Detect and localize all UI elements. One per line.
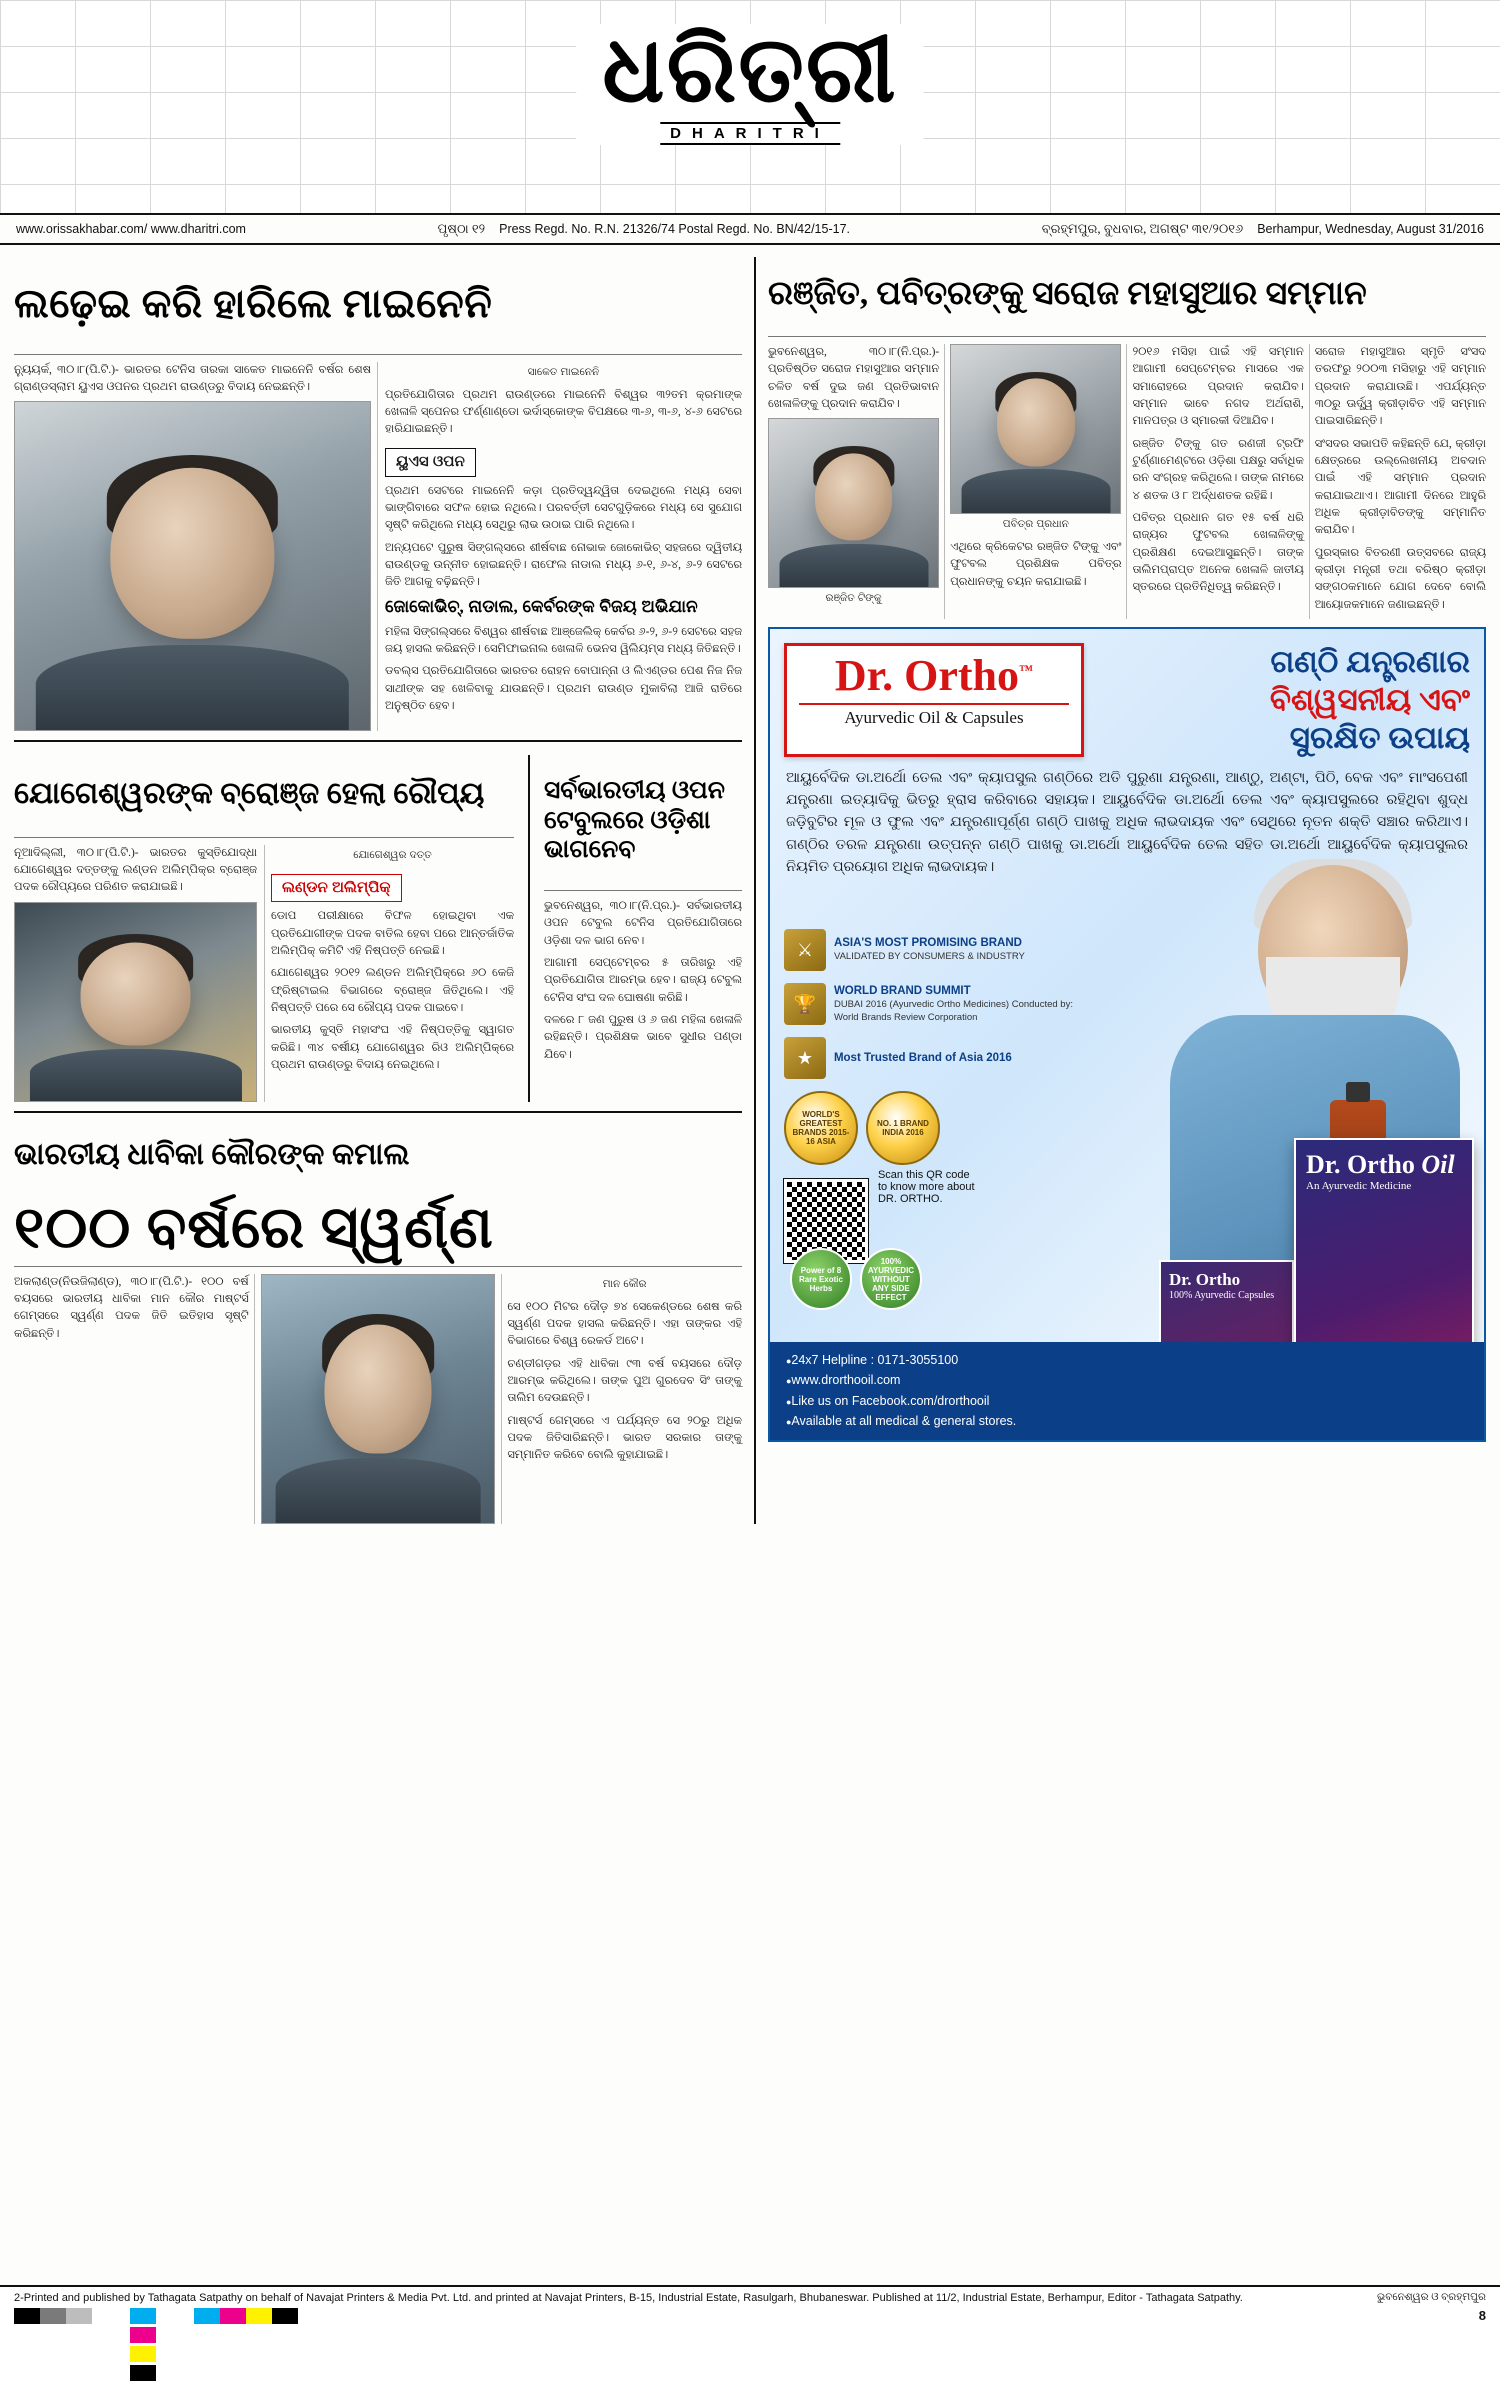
ad-headline-line2: ବିଶ୍ୱସନୀୟ ଏବଂ <box>1269 681 1471 717</box>
color-registration-bars <box>14 2308 1486 2324</box>
photo-face <box>324 1324 431 1453</box>
photo-face <box>80 942 191 1045</box>
column-divider <box>528 755 530 1101</box>
ad-headline-line1: ଗଣ୍ଠି ଯନ୍ତ୍ରଣାର <box>1270 644 1471 680</box>
paragraph: ରଞ୍ଜିତ ଟିଙ୍କୁ ଗତ ରଣଜୀ ଟ୍ରଫି ଟୁର୍ଣ୍ଣାମେଣ୍ଟରେ ଓଡ଼ିଶା ପକ୍ଷରୁ ସର୍ବାଧିକ ରନ ସଂଗ୍ରହ କରିଥିଲେ। ତାଙ୍କ ନାମରେ ୪ ଶତକ ଓ ୮ ଅର୍ଦ୍ଧଶତକ ରହିଛି। <box>1132 437 1304 502</box>
footer-right-odia: ଭୁବନେଶ୍ୱର ଓ ବ୍ରହ୍ମପୁର <box>1376 2292 1486 2303</box>
color-bar-magenta-2 <box>220 2308 246 2324</box>
paragraph: ପ୍ରଥମ ସେଟରେ ମାଇନେନି କଡ଼ା ପ୍ରତିଦ୍ୱନ୍ଦ୍ୱିତା ଦେଇଥିଲେ ମଧ୍ୟ ସେବା ଭାଙ୍ଗିବାରେ ସଫଳ ହୋଇ ନଥିଲେ। ପରବର୍ତ୍ତୀ ସେଟଗୁଡ଼ିକରେ ମଧ୍ୟ ସେ ସୁଯୋଗ ସୃଷ୍ଟି କରିଥିଲେ ମଧ୍ୟ ସେଥିରୁ ଲାଭ ଉଠାଇ ପାରି ନଥିଲେ। <box>384 484 742 532</box>
color-bar-gray <box>40 2308 66 2324</box>
ayurvedic-leaf-icon: 100% AYURVEDIC WITHOUT ANY SIDE EFFECT <box>860 1248 922 1310</box>
imprint-text: 2-Printed and published by Tathagata Satpathy on behalf of Navajat Printers & Media Pvt. Ltd. and printed at Navajat Printers, B-15, Industrial Estate, Rasulgarh, Bhubaneswar. Published at 11/2, Industrial Estate, Berhampur, Editor - Tathagata Satpathy. <box>14 2292 1243 2304</box>
kicker-us-open: ୟୁଏସ ଓପନ <box>385 448 476 477</box>
color-bar-magenta <box>130 2327 156 2343</box>
masthead-title-roman: DHARITRI <box>660 122 840 145</box>
paragraph: ଭୁବନେଶ୍ୱର, ୩୦।୮(ନି.ପ୍ର.)- ପ୍ରତିଷ୍ଠିତ ସରୋଜ ମହାସୁଆର ସମ୍ମାନ ଚଳିତ ବର୍ଷ ଦୁଇ ଜଣ ପ୍ରତିଭାବାନ ଖେଳାଳିଙ୍କୁ ପ୍ରଦାନ କରାଯିବ। <box>767 346 940 411</box>
qr-instructions <box>878 1169 975 1205</box>
color-bar-key <box>130 2365 156 2381</box>
ad-body-text: ଆୟୁର୍ବେଦିକ ଡା.ଅର୍ଥୋ ତେଲ ଏବଂ କ୍ୟାପସୁଲ ଗଣ୍ଠିରେ ଅତି ପୁରୁଣା ଯନ୍ତ୍ରଣା, ଆଣ୍ଠୁ, ଅଣ୍ଟା, ପିଠି, ବେକ ଏବଂ ମାଂସପେଶୀ ଯନ୍ତ୍ରଣା ଇତ୍ୟାଦିକୁ ଭିତରୁ ହ୍ରାସ କରିବାରେ ସହାୟକ। ଆୟୁର୍ବେଦିକ ଡା.ଅର୍ଥୋ ତେଲ ଏବଂ କ୍ୟାପସୁଲରେ ରହିଥିବା ଶୁଦ୍ଧ ଜଡ଼ିବୁଟିର ମୂଳ ଓ ଫୁଲ ଏବଂ ଯନ୍ତ୍ରଣାପୂର୍ଣ୍ଣ ଗଣ୍ଠି ପାଖକୁ ଅଧିକ ଲାଭଦାୟକ ଏବଂ ସେଥିରେ ନୂତନ ଶକ୍ତି ସଞ୍ଚାର କରିଥାଏ। ଗଣ୍ଠିର ତରଳ ଯନ୍ତ୍ରଣା ଉତ୍ପନ୍ନ ଗଣ୍ଠି ପାଖକୁ ଡା.ଅର୍ଥୋ ଆୟୁର୍ବେଦିକ ତେଲ ସହିତ ଡା.ଅର୍ଥୋ ଆୟୁର୍ବେଦିକ କ୍ୟାପସୁଲର ନିୟମିତ ପ୍ରୟୋଗ ଅଧିକ ଲାଭଦାୟକ। <box>785 769 1469 876</box>
second-story-left <box>14 751 514 1101</box>
ad-website[interactable]: ● www.drorthooil.com <box>786 1370 1468 1391</box>
box-brand: Dr. Ortho <box>1169 1270 1241 1290</box>
pack-oil-label: Oil <box>1421 1150 1455 1180</box>
press-registration: Press Regd. No. R.N. 21326/74 Postal Regd. No. BN/42/15-17. <box>499 222 850 236</box>
ad-headline-line3: ସୁରକ୍ଷିତ ଉପାୟ <box>1289 719 1471 755</box>
ad-logo <box>784 643 1084 756</box>
paragraph: ମହିଳା ସିଙ୍ଗଲ୍ସରେ ବିଶ୍ୱର ଶୀର୍ଷବାଛ ଆଞ୍ଜେଲିକ୍ କେର୍ବର ୬-୨, ୬-୨ ସେଟରେ ସହଜ ଜୟ ହାସଲ କରିଛନ୍ତି। ସେମିଫାଇନାଲ ଖେଳାଳି ଭେନସ ୱିଲିୟମ୍ସ ମଧ୍ୟ ଜିତିଛନ୍ତି। <box>384 625 742 655</box>
ad-badge-title: ASIA'S MOST PROMISING BRAND <box>833 937 1022 950</box>
masthead-logo <box>576 19 923 145</box>
pack-brand: Dr. Ortho <box>1306 1150 1415 1180</box>
photo-body <box>276 1458 481 1522</box>
page-count-odia: ପୃଷ୍ଠା ୧୨ <box>437 221 486 236</box>
info-bar <box>0 215 1500 245</box>
photo-face <box>815 453 893 540</box>
photo-body <box>961 469 1110 513</box>
paragraph: ଏଥିରେ କ୍ରିକେଟର ରଞ୍ଜିତ ଟିଙ୍କୁ ଏବଂ ଫୁଟବଲ ପ୍ରଶିକ୍ଷକ ପବିତ୍ର ପ୍ରଧାନଙ୍କୁ ଚୟନ କରାଯାଇଛି। <box>950 541 1122 588</box>
ad-footer <box>770 1342 1484 1441</box>
paragraph: ଯୋଗେଶ୍ୱର ୨୦୧୨ ଲଣ୍ଡନ ଅଲିମ୍ପିକ୍‌ରେ ୬୦ କେଜି ଫ୍ରିଷ୍ଟାଇଲ ବିଭାଗରେ ବ୍ରୋଞ୍ଜ ଜିତିଥିଲେ। ଏହି ନିଷ୍ପତ୍ତି ପରେ ସେ ରୌପ୍ୟ ପଦକ ପାଇବେ। <box>271 967 514 1014</box>
ad-badge-title: WORLD BRAND SUMMIT <box>833 985 971 998</box>
paragraph: ଅକଲାଣ୍ଡ(ନିଉଜିଲାଣ୍ଡ), ୩୦।୮(ପି.ଟି.)- ୧୦୦ ବର୍ଷ ବୟସରେ ଭାରତୀୟ ଧାବିକା ମାନ କୌର ମାଷ୍ଟର୍ସ ଗେମ୍ସରେ ସ୍ୱର୍ଣ୍ଣ ପଦକ ଜିତି ଇତିହାସ ସୃଷ୍ଟି କରିଛନ୍ତି। <box>14 1275 249 1340</box>
masthead-title-odia: ଧରିତ୍ରୀ <box>602 19 898 121</box>
lead-story-left-body <box>14 362 742 732</box>
ad-badge <box>784 929 1084 971</box>
qr-note-line1: Scan this QR code <box>877 1169 970 1182</box>
ad-badges <box>784 929 1084 1263</box>
paragraph: ସେ ୧୦୦ ମିଟର ଦୌଡ଼ ୭୪ ସେକେଣ୍ଡରେ ଶେଷ କରି ସ୍ୱର୍ଣ୍ଣ ପଦକ ହାସଲ କରିଛନ୍ତି। ଏହା ତାଙ୍କର ଏହି ବିଭାଗରେ ବିଶ୍ୱ ରେକର୍ଡ ଅଟେ। <box>507 1300 742 1348</box>
photo-caption: ଯୋଗେଶ୍ୱର ଦତ୍ତ <box>353 849 432 861</box>
paragraph: ଭାରତୀୟ କୁସ୍ତି ମହାସଂଘ ଏହି ନିଷ୍ପତ୍ତିକୁ ସ୍ୱାଗତ କରିଛି। ୩୪ ବର୍ଷୀୟ ଯୋଗେଶ୍ୱର ରିଓ ଅଲିମ୍ପିକ୍‌ରେ ପ୍ରଥମ ରାଉଣ୍ଡରୁ ବିଦାୟ ନେଇଥିଲେ। <box>271 1024 514 1071</box>
main-column-divider <box>754 257 756 1524</box>
paragraph: ଅନ୍ୟପଟେ ପୁରୁଷ ସିଙ୍ଗଲ୍ସରେ ଶୀର୍ଷବାଛ ନୋଭାକ ଜୋକୋଭିଚ୍ ସହଜରେ ଦ୍ୱିତୀୟ ରାଉଣ୍ଡକୁ ଉନ୍ନୀତ ହୋଇଛନ୍ତି। ରାଫେଲ ନାଡାଲ ମଧ୍ୟ ୬-୧, ୬-୪, ୬-୨ ସେଟରେ ଜିତି ଆଗକୁ ବଢ଼ିଛନ୍ତି। <box>384 541 742 589</box>
paragraph: ଦଳରେ ୮ ଜଣ ପୁରୁଷ ଓ ୬ ଜଣ ମହିଳା ଖେଳାଳି ରହିଛନ୍ତି। ପ୍ରଶିକ୍ଷକ ଭାବେ ସୁଧୀର ପଣ୍ଡା ଯିବେ। <box>544 1013 742 1061</box>
photo-body <box>36 645 348 730</box>
cmyk-group <box>130 2308 156 2324</box>
photo-caption: ରଞ୍ଜିତ ଟିଙ୍କୁ <box>825 593 882 605</box>
color-bar-lightgray <box>66 2308 92 2324</box>
ad-leaf-badges <box>790 1248 922 1310</box>
left-column <box>14 253 742 1524</box>
paragraph: ସଂସଦର ସଭାପତି କହିଛନ୍ତି ଯେ, କ୍ରୀଡ଼ା କ୍ଷେତ୍ରରେ ଉଲ୍ଲେଖନୀୟ ଅବଦାନ ପାଇଁ ଏହି ସମ୍ମାନ ପ୍ରଦାନ କରାଯାଇଥାଏ। ଆଗାମୀ ଦିନରେ ଆହୁରି ଅଧିକ କ୍ରୀଡ଼ାବିତଙ୍କୁ ସମ୍ମାନିତ କରାଯିବ। <box>1314 437 1487 537</box>
ad-badge-sub: DUBAI 2016 (Ayurvedic Ortho Medicines) Conducted by: World Brands Review Corporation <box>833 999 1073 1023</box>
photo-caption: ପବିତ୍ର ପ୍ରଧାନ <box>1002 519 1069 531</box>
photo-ranjit-tinku <box>768 418 939 588</box>
third-headline-small: ଭାରତୀୟ ଧାବିକା କୌରଙ୍କ କମାଲ <box>14 1138 410 1172</box>
page-number: 8 <box>1478 2308 1486 2323</box>
paragraph: ମାଷ୍ଟର୍ସ ଗେମ୍ସରେ ଏ ପର୍ଯ୍ୟନ୍ତ ସେ ୨୦ରୁ ଅଧିକ ପଦକ ଜିତିସାରିଛନ୍ତି। ଭାରତ ସରକାର ତାଙ୍କୁ ସମ୍ମାନିତ କରିବେ ବୋଲି କୁହାଯାଇଛି। <box>507 1414 742 1462</box>
color-bar-cyan-2 <box>194 2308 220 2324</box>
right-photo-2 <box>950 344 1121 533</box>
qr-note-line3: DR. ORTHO. <box>877 1193 943 1206</box>
color-bar-yellow <box>130 2346 156 2362</box>
lead-headline-left: ଲଢ଼େଇ କରି ହାରିଲେ ମାଇନେନି <box>14 280 493 326</box>
paragraph: ସରୋଜ ମହାସୁଆର ସ୍ମୃତି ସଂସଦ ତରଫରୁ ୨୦୦୩ ମସିହାରୁ ଏହି ସମ୍ମାନ ପ୍ରଦାନ କରାଯାଉଛି। ଏପର୍ଯ୍ୟନ୍ତ ୩୦ରୁ ଊର୍ଦ୍ଧ୍ୱ କ୍ରୀଡ଼ାବିତ ଏହି ସମ୍ମାନ ପାଇସାରିଛନ୍ତି। <box>1314 346 1487 428</box>
ad-badge <box>784 983 1084 1025</box>
ad-seal-worlds-greatest: WORLD'S GREATEST BRANDS 2015-16 ASIA <box>784 1091 858 1165</box>
date-odia: ବ୍ରହ୍ମପୁର, ବୁଧବାର, ଅଗଷ୍ଟ ୩୧/୨୦୧୬ <box>1041 221 1244 236</box>
paragraph: ନ୍ୟୁୟର୍କ, ୩୦।୮(ପି.ଟି.)- ଭାରତର ଟେନିସ ତାରକା ସାକେତ ମାଇନେନି ବର୍ଷର ଶେଷ ଗ୍ରାଣ୍ଡସ୍ଲାମ ୟୁଏସ ଓପନର ପ୍ରଥମ ରାଉଣ୍ଡରୁ ବିଦାୟ ନେଇଛନ୍ତି। <box>14 363 371 394</box>
ad-brand-name: Dr. Ortho <box>834 651 1020 701</box>
ad-badge <box>784 1037 1084 1079</box>
ad-availability: ● Available at all medical & general stores. <box>786 1411 1468 1432</box>
photo-face <box>997 379 1075 466</box>
photo-caption: ସାକେତ ମାଇନେନି <box>527 366 600 378</box>
ad-facebook[interactable]: ● Like us on Facebook.com/drorthooil <box>786 1391 1468 1412</box>
page-footer <box>0 2285 1500 2324</box>
sub-kicker-left: ଜୋକୋଭିଚ୍, ନାଡାଲ, କେର୍ବରଙ୍କ ବିଜୟ ଅଭିଯାନ <box>384 597 698 617</box>
ad-trademark-symbol: ™ <box>1019 663 1034 679</box>
color-bar-black <box>14 2308 40 2324</box>
photo-caption: ମାନ କୌର <box>602 1278 647 1290</box>
third-headline-big: ୧୦୦ ବର୍ଷରେ ସ୍ୱର୍ଣ୍ଣ <box>14 1194 494 1260</box>
paragraph: ଆଗାମୀ ସେପ୍ଟେମ୍ବର ୫ ତାରିଖରୁ ଏହି ପ୍ରତିଯୋଗିତା ଆରମ୍ଭ ହେବ। ରାଜ୍ୟ ଟେବୁଲ ଟେନିସ ସଂଘ ଦଳ ଘୋଷଣା କରିଛି। <box>544 956 742 1004</box>
website-url[interactable]: www.orissakhabar.com/ www.dharitri.com <box>16 222 246 236</box>
trophy-icon: 🏆 <box>784 983 826 1025</box>
photo-body <box>779 544 928 588</box>
photo-wrestler <box>14 902 257 1102</box>
paragraph: ପବିତ୍ର ପ୍ରଧାନ ଗତ ୧୫ ବର୍ଷ ଧରି ରାଜ୍ୟର ଫୁଟବଲ ଖେଳାଳିଙ୍କୁ ପ୍ରଶିକ୍ଷଣ ଦେଇଆସୁଛନ୍ତି। ତାଙ୍କ ତାଲିମପ୍ରାପ୍ତ ଅନେକ ଖେଳାଳି ଜାତୀୟ ସ୍ତରରେ ପ୍ରତିନିଧିତ୍ୱ କରିଛନ୍ତି। <box>1132 512 1304 594</box>
center-headline: ସର୍ବଭାରତୀୟ ଓପନ ଟେବୁଲରେ ଓଡ଼ିଶା ଭାଗନେବ <box>544 777 725 864</box>
date-english: Berhampur, Wednesday, August 31/2016 <box>1257 222 1484 236</box>
third-story-body <box>14 1274 742 1524</box>
photo-pabitra-pradhan <box>950 344 1121 514</box>
color-bar-key-2 <box>272 2308 298 2324</box>
center-story <box>544 751 742 1101</box>
award-icon: ⚔ <box>784 929 826 971</box>
paragraph: ନୂଆଦିଲ୍ଲୀ, ୩୦।୮(ପି.ଟି.)- ଭାରତର କୁସ୍ତିଯୋଦ୍ଧା ଯୋଗେଶ୍ୱର ଦତ୍ତଙ୍କୁ ଲଣ୍ଡନ ଅଲିମ୍ପିକ୍‌ର ବ୍ରୋଞ୍ଜ ପଦକ ରୌପ୍ୟରେ ପରିଣତ କରାଯାଇଛି। <box>14 846 257 894</box>
box-sub: 100% Ayurvedic Capsules <box>1169 1290 1275 1302</box>
ad-badge-title: Most Trusted Brand of Asia 2016 <box>833 1051 1012 1064</box>
star-icon: ★ <box>784 1037 826 1079</box>
paragraph: ଡୋପ ପରୀକ୍ଷାରେ ବିଫଳ ହୋଇଥିବା ଏକ ପ୍ରତିଯୋଗୀଙ୍କ ପଦକ ବାତିଲ ହେବା ପରେ ଆନ୍ତର୍ଜାତିକ ଅଲିମ୍ପିକ୍ କମିଟି ଏହି ନିଷ୍ପତ୍ତି ନେଇଛି। <box>271 910 514 958</box>
right-photo-1 <box>768 418 939 607</box>
ad-helpline[interactable]: ● 24x7 Helpline : 0171-3055100 <box>786 1350 1468 1371</box>
ad-brand-subtitle: Ayurvedic Oil & Capsules <box>799 703 1069 728</box>
photo-runner <box>261 1274 496 1524</box>
qr-note-line2: to know more about <box>877 1181 975 1194</box>
photo-face <box>111 468 274 639</box>
ad-seal-no1-brand: NO. 1 BRAND INDIA 2016 <box>866 1091 940 1165</box>
herbs-icon: Power of 8 Rare Exotic Herbs <box>790 1248 852 1310</box>
right-column <box>768 253 1486 1524</box>
color-bar-spacer <box>298 2308 1479 2324</box>
color-bar-yellow-2 <box>246 2308 272 2324</box>
photo-body <box>29 1049 241 1100</box>
paragraph: ଭୁବନେଶ୍ୱର, ୩୦।୮(ନି.ପ୍ର.)- ସର୍ବଭାରତୀୟ ଓପନ ଟେବୁଲ ଟେନିସ ପ୍ରତିଯୋଗିତାରେ ଓଡ଼ିଶା ଦଳ ଭାଗ ନେବ। <box>544 899 742 947</box>
paragraph: ୨୦୧୬ ମସିହା ପାଇଁ ଏହି ସମ୍ମାନ ଆଗାମୀ ସେପ୍ଟେମ୍ବର ମାସରେ ଏକ ସମାରୋହରେ ପ୍ରଦାନ କରାଯିବ। ସମ୍ମାନ ଭାବେ ନଗଦ ଅର୍ଥରାଶି, ମାନପତ୍ର ଓ ସ୍ମାରକୀ ଦିଆଯିବ। <box>1132 346 1304 428</box>
second-headline-left: ଯୋଗେଶ୍ୱରଙ୍କ ବ୍ରୋଞ୍ଜ ହେଲା ରୌପ୍ୟ <box>14 777 485 811</box>
paragraph: ଡବଲ୍ସ ପ୍ରତିଯୋଗିତାରେ ଭାରତର ରୋହନ ବୋପାନ୍ନା ଓ ଲିଏଣ୍ଡର ପେଶ ନିଜ ନିଜ ସାଥୀଙ୍କ ସହ ଖେଳିବାକୁ ଯାଉଛନ୍ତି। ପ୍ରଥମ ରାଉଣ୍ଡ ମୁକାବିଲା ଆଜି ରାତିରେ ଅନୁଷ୍ଠିତ ହେବ। <box>384 665 742 712</box>
advertisement-dr-ortho[interactable] <box>768 627 1486 1442</box>
paragraph: ଚଣ୍ଡୀଗଡ଼ର ଏହି ଧାବିକା ୯୩ ବର୍ଷ ବୟସରେ ଦୌଡ଼ ଆରମ୍ଭ କରିଥିଲେ। ତାଙ୍କ ପୁଅ ଗୁରଦେବ ସିଂ ତାଙ୍କୁ ତାଲିମ ଦେଉଛନ୍ତି। <box>507 1357 742 1405</box>
paragraph: ପୁରସ୍କାର ବିତରଣୀ ଉତ୍ସବରେ ରାଜ୍ୟ କ୍ରୀଡ଼ା ମନ୍ତ୍ରୀ ତଥା ବରିଷ୍ଠ କ୍ରୀଡ଼ା ସଙ୍ଗଠକମାନେ ଯୋଗ ଦେବେ ବୋଲି ଆୟୋଜକମାନେ ଜଣାଇଛନ୍ତି। <box>1314 546 1487 611</box>
ad-badge-sub: VALIDATED BY CONSUMERS & INDUSTRY <box>833 951 1025 963</box>
color-bar-cyan <box>130 2308 156 2324</box>
masthead <box>0 0 1500 215</box>
lead-headline-right: ରଞ୍ଜିତ, ପବିତ୍ରଙ୍କୁ ସରୋଜ ମହାସୁଆର ସମ୍ମାନ <box>767 276 1367 313</box>
photo-tennis-player <box>14 401 371 731</box>
kicker-london-olympics: ଲଣ୍ଡନ ଅଲିମ୍ପିକ୍ <box>271 874 402 903</box>
page-content <box>0 245 1500 1524</box>
lead-story-right-body <box>768 344 1486 619</box>
paragraph: ପ୍ରତିଯୋଗିତାର ପ୍ରଥମ ରାଉଣ୍ଡରେ ମାଇନେନି ବିଶ୍ୱର ୩୨ତମ କ୍ରମାଙ୍କ ଖେଳାଳି ସ୍ପେନର ଫର୍ଣ୍ଣାଣ୍ଡୋ ଭର୍ଦାସ୍କୋଙ୍କ ବିପକ୍ଷରେ ୩-୬, ୩-୬, ୪-୬ ସେଟରେ ହାରିଯାଇଛନ୍ତି। <box>384 388 742 436</box>
pack-sub: An Ayurvedic Medicine <box>1306 1180 1412 1193</box>
